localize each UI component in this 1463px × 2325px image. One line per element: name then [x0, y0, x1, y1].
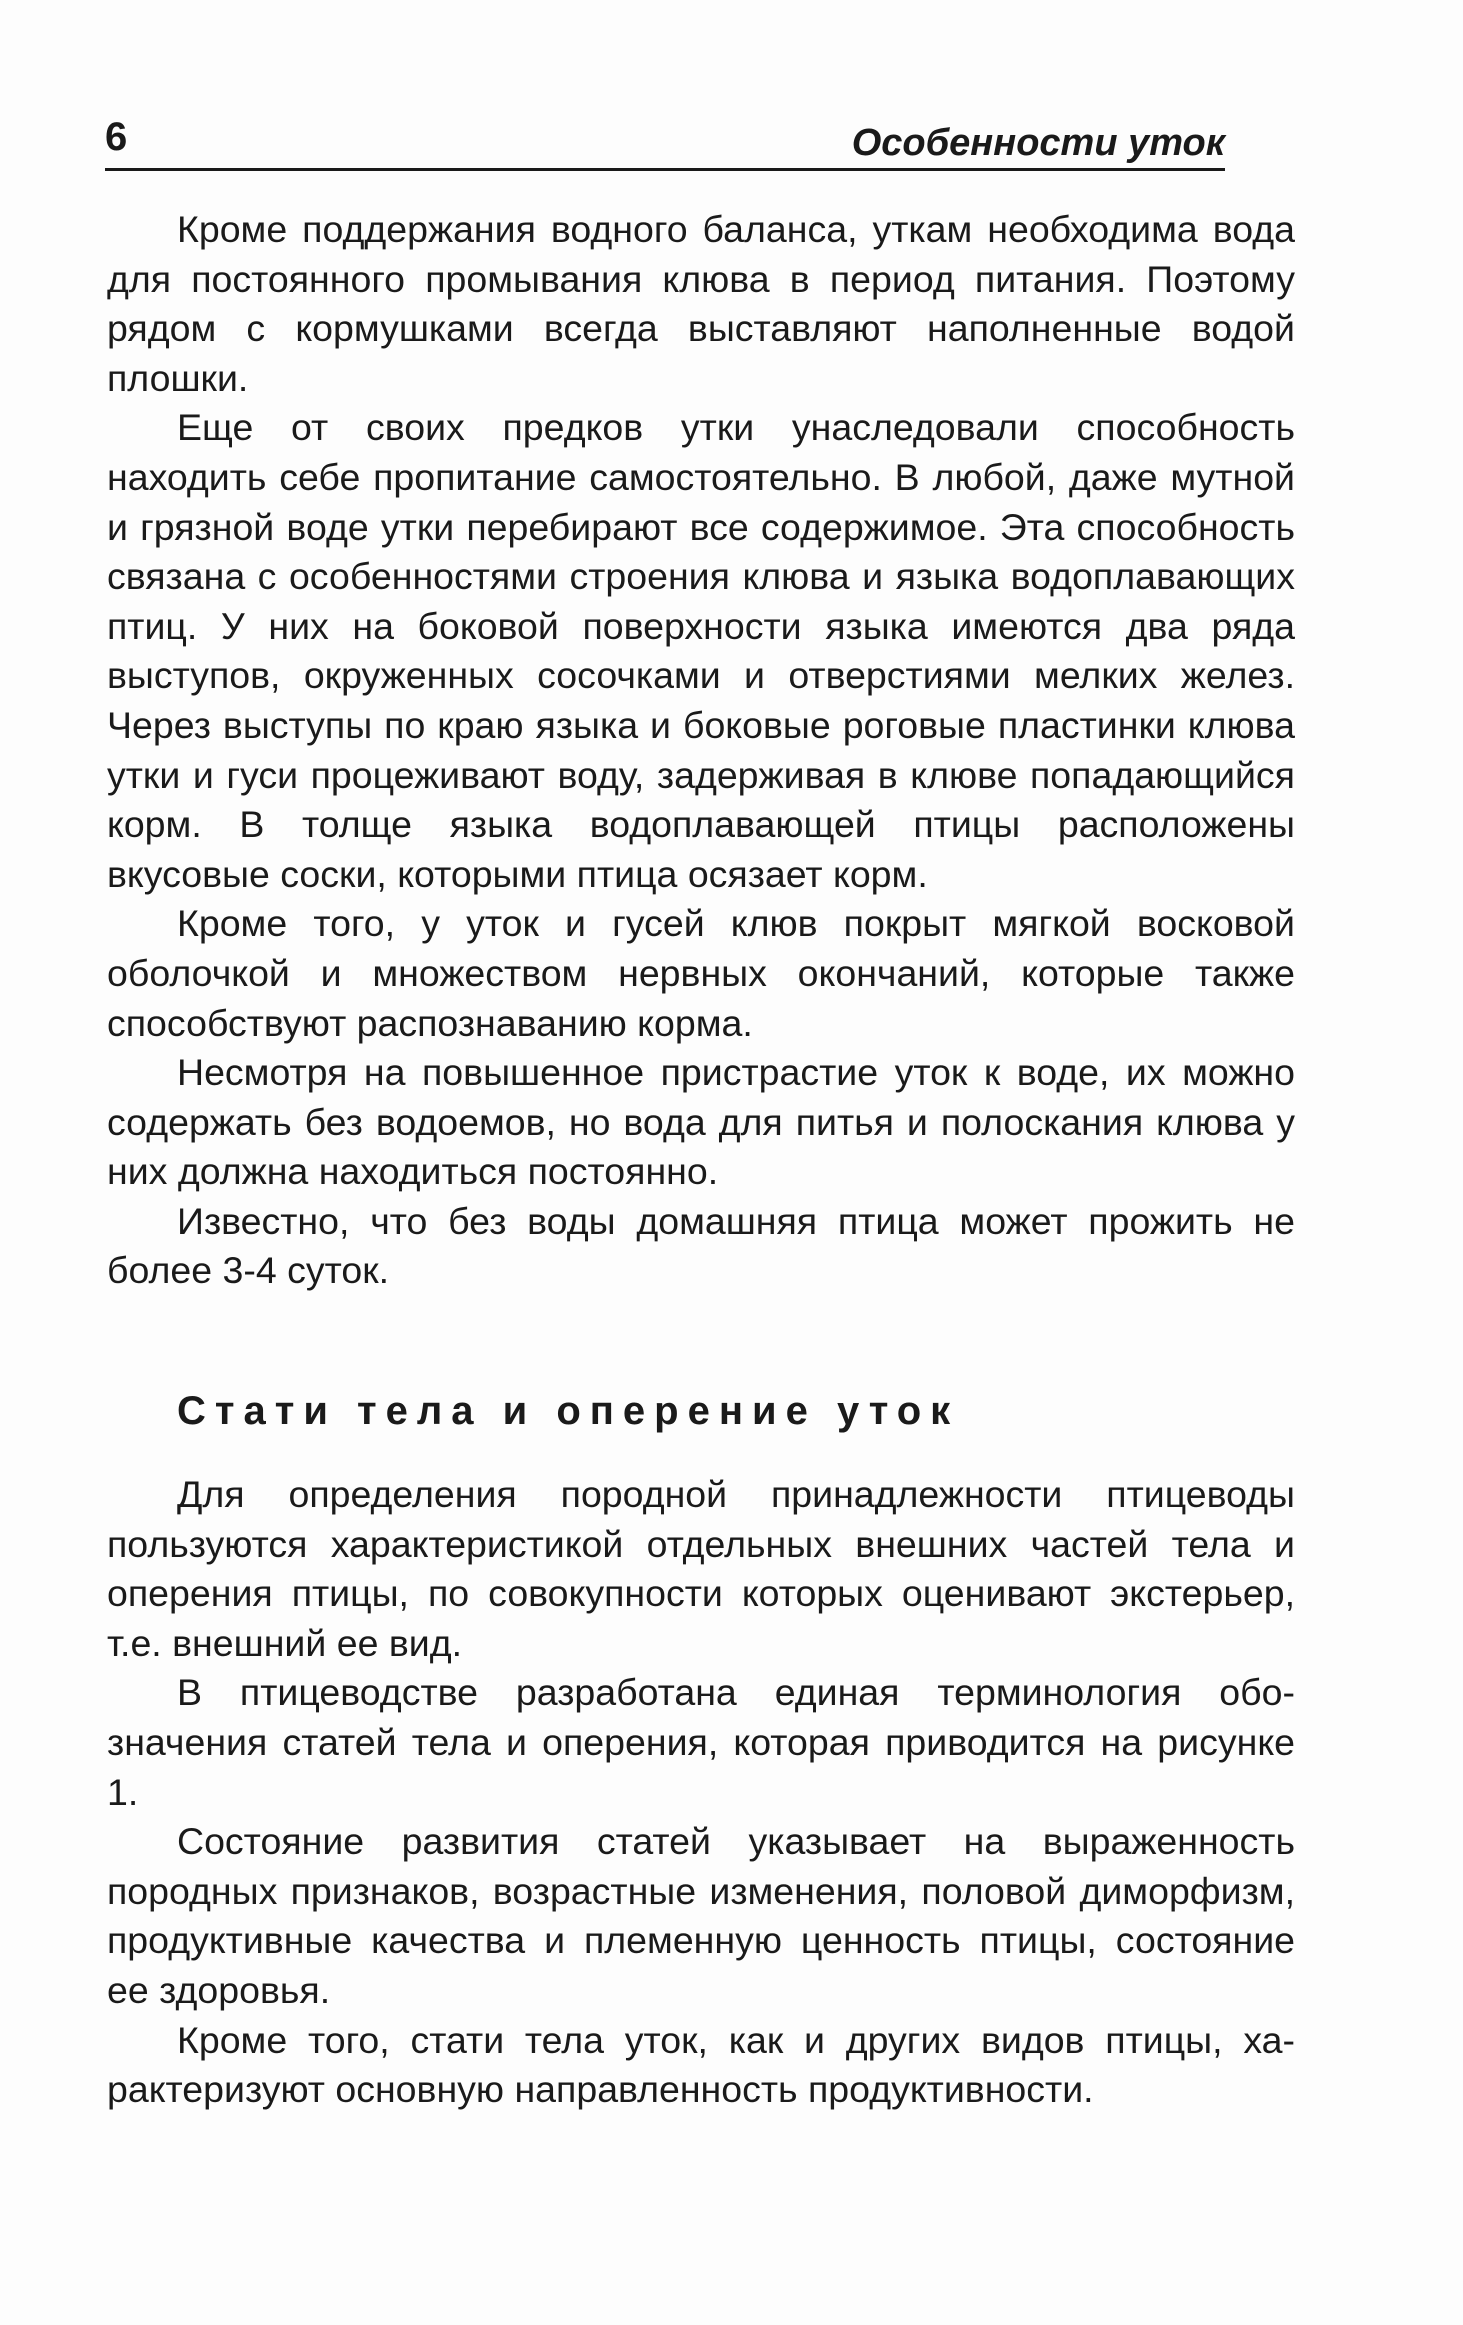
page-number: 6 [105, 115, 128, 159]
section-heading: Стати тела и оперение уток [177, 1389, 960, 1434]
paragraph: Известно, что без воды домашняя птица может прожить не более 3-4 суток. [107, 1199, 1295, 1292]
paragraph: Несмотря на повышенное пристрастие уток к воде, их можно содержать без водоемов, но вода для питья и полоскания клюва у них должна находиться постоянно. [107, 1051, 1295, 1193]
page-body [107, 205, 1295, 2115]
paragraph: В птицеводстве разработана единая терминология обозначения статей тела и оперения, которая приводится на рисунке 1. [107, 1671, 1295, 1813]
page-header [105, 112, 1225, 171]
paragraph: Для определения породной принадлежности птицеводы пользуются характеристикой отдельных внешних частей тела и оперения птицы, по совокупности которых оценивают экстерьер, т.е. внешний ее вид. [107, 1473, 1295, 1664]
paragraph: Кроме того, стати тела уток, как и других видов птицы, характеризуют основную направленность продуктивности. [107, 2018, 1295, 2111]
paragraph: Состояние развития статей указывает на выраженность породных признаков, возрастные изменения, половой диморфизм, продуктивные качества и племенную ценность птицы, состояние ее здоровья. [107, 1820, 1295, 2011]
paragraph: Еще от своих предков утки унаследовали способность находить себе пропитание самостоятельно. В любой, даже мутной и грязной воде утки перебирают все содержимое. Эта способность связана с особенностями строения клюва и языка водоплавающих птиц. У них на боковой поверхности языка имеются два ряда выступов, окруженных сосочками и отверстиями мелких желез. Через выступы по краю языка и боковые роговые пластинки клюва утки и гуси процеживают воду, задерживая в клюве попадающийся корм. В толще языка водоплавающей птицы расположены вкусовые соски, которыми птица осязает корм. [107, 406, 1295, 895]
paragraph: Кроме поддержания водного баланса, уткам необходима вода для постоянного промывания клюва в период питания. Поэтому рядом с кормушками всегда выставляют наполненные водой плошки. [107, 208, 1295, 399]
running-title: Особенности уток [851, 122, 1225, 164]
paragraph: Кроме того, у уток и гусей клюв покрыт мягкой восковой оболочкой и множеством нервных окончаний, которые также способствуют распознаванию корма. [107, 902, 1295, 1044]
